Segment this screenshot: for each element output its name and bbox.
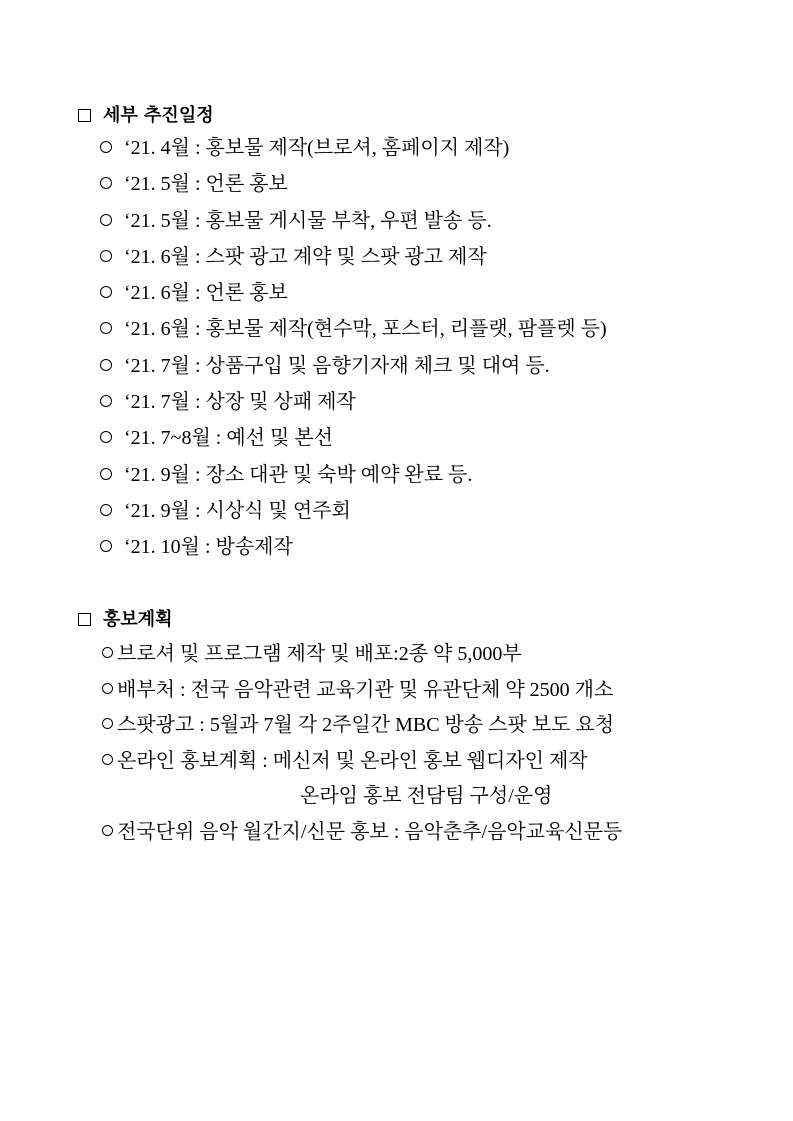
list-item-text: ‘21. 9월 : 장소 대관 및 숙박 예약 완료 등. [124,463,473,486]
circle-bullet-icon [100,359,112,371]
circle-bullet-icon [102,754,113,765]
list-item [100,166,607,202]
list-item-text: 온라임 홍보 전담팀 구성/운영 [300,785,553,808]
list-item-text: ‘21. 5월 : 언론 홍보 [124,173,288,196]
list-item [100,203,607,239]
list-item [102,815,622,851]
list-item [100,239,607,275]
list-item [100,457,607,493]
circle-bullet-icon [100,286,112,298]
schedule-list [100,130,607,566]
list-item-text: ‘21. 7월 : 상장 및 상패 제작 [124,391,356,414]
circle-bullet-icon [100,395,112,407]
list-item-text: ‘21. 4월 : 홍보물 제작(브로셔, 홈페이지 제작) [124,137,510,159]
section-heading-schedule [78,104,214,128]
circle-bullet-icon [102,647,113,658]
list-item-continuation [102,779,622,815]
checkbox-icon [78,613,91,626]
circle-bullet-icon [100,177,112,189]
circle-bullet-icon [100,468,112,480]
section-title: 홍보계획 [103,609,173,630]
list-item [100,275,607,311]
list-item-text: ‘21. 6월 : 홍보물 제작(현수막, 포스터, 리플랫, 팜플렛 등) [124,318,607,341]
list-item-text: ‘21. 6월 : 언론 홍보 [124,282,288,305]
list-item-text: 전국단위 음악 월간지/신문 홍보 : 음악춘추/음악교육신문등 [117,820,623,843]
list-item-text: ‘21. 9월 : 시상식 및 연주회 [124,499,351,522]
checkbox-icon [78,109,91,122]
list-item-text: ‘21. 6월 : 스팟 광고 계약 및 스팟 광고 제작 [124,245,487,268]
circle-bullet-icon [100,540,112,552]
list-item [100,493,607,529]
list-item [100,420,607,456]
list-item [100,130,607,166]
list-item [100,384,607,420]
promotion-list [102,637,622,851]
circle-bullet-icon [100,214,112,226]
circle-bullet-icon [102,718,113,729]
circle-bullet-icon [100,250,112,262]
list-item [100,311,607,347]
section-heading-promotion [78,608,173,632]
circle-bullet-icon [100,431,112,443]
list-item [102,673,622,709]
list-item-text: ‘21. 10월 : 방송제작 [124,536,293,559]
list-item [102,744,622,780]
circle-bullet-icon [102,683,113,694]
circle-bullet-icon [100,141,112,153]
circle-bullet-icon [100,322,112,334]
circle-bullet-icon [102,825,113,836]
list-item [102,637,622,673]
list-item-text: 스팟광고 : 5월과 7월 각 2주일간 MBC 방송 스팟 보도 요청 [117,714,615,737]
list-item-text: ‘21. 7월 : 상품구입 및 음향기자재 체크 및 대여 등. [124,354,550,377]
list-item-text: 온라인 홍보계획 : 메신저 및 온라인 홍보 웹디자인 제작 [117,749,588,772]
list-item-text: ‘21. 7~8월 : 예선 및 본선 [124,427,333,450]
list-item-text: 배부처 : 전국 음악관련 교육기관 및 유관단체 약 2500 개소 [117,678,614,701]
circle-bullet-icon [100,504,112,516]
list-item [100,348,607,384]
section-title: 세부 추진일정 [103,105,214,126]
list-item [102,708,622,744]
list-item-text: ‘21. 5월 : 홍보물 게시물 부착, 우편 발송 등. [124,209,492,232]
list-item-text: 브로셔 및 프로그램 제작 및 배포:2종 약 5,000부 [117,643,522,665]
list-item [100,529,607,565]
